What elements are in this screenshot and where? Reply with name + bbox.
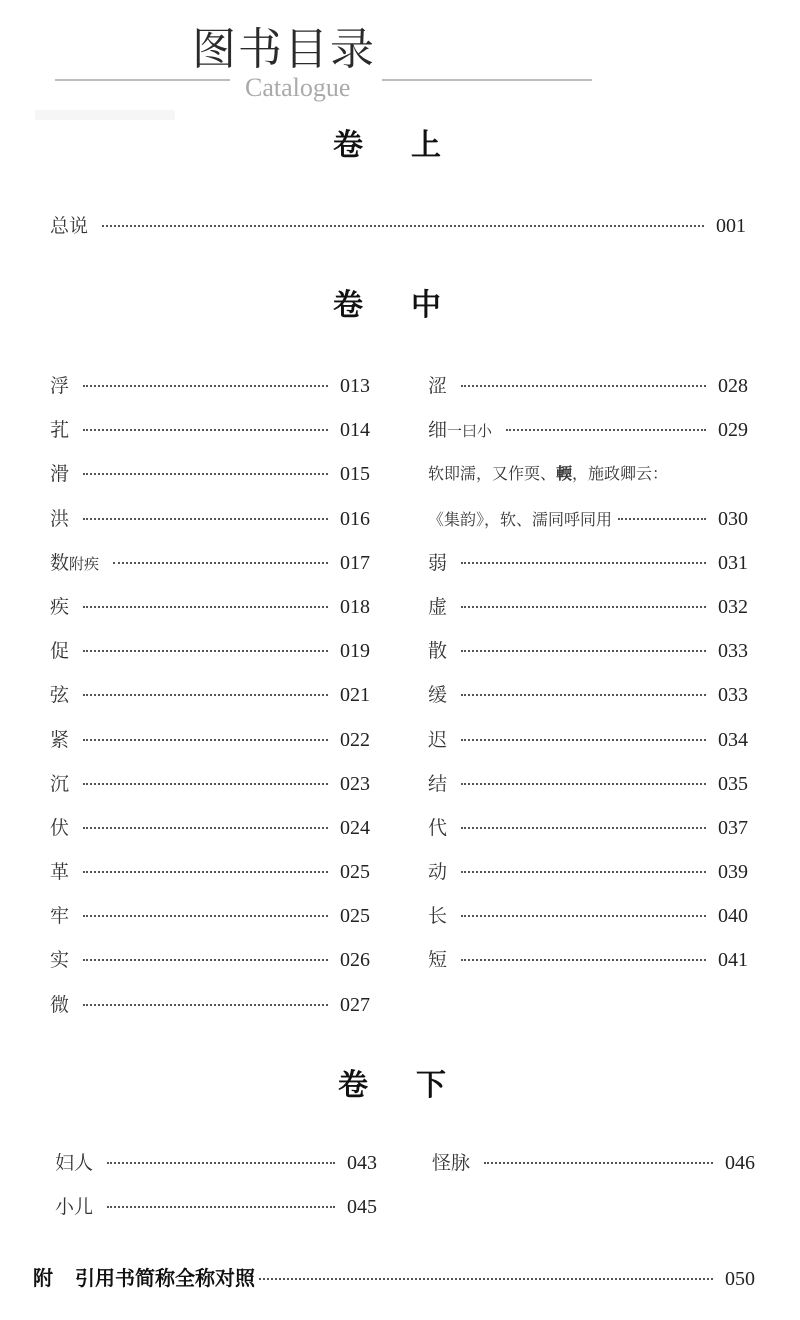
- toc-entry[interactable]: [55, 1192, 377, 1222]
- header-rule-right: [382, 79, 592, 81]
- entry-page: 040: [718, 905, 748, 928]
- entry-label: 迟: [428, 728, 448, 751]
- entry-label: 怪脉: [432, 1152, 471, 1174]
- entry-label: 散: [428, 640, 448, 663]
- leader-dots: [102, 225, 704, 227]
- entry-page: 022: [340, 728, 370, 751]
- toc-entry[interactable]: [50, 459, 370, 489]
- leader-dots: [83, 959, 328, 961]
- entry-page: 025: [340, 861, 370, 884]
- leader-dots: [83, 473, 328, 475]
- header-rule-left: [55, 79, 230, 81]
- volume-lower-heading: 卷 下: [338, 1068, 446, 1103]
- toc-entry[interactable]: [50, 945, 370, 975]
- entry-label: 《集韵》，软、濡同呼同用: [428, 509, 613, 529]
- toc-entry[interactable]: [50, 415, 370, 445]
- leader-dots: [484, 1162, 713, 1164]
- entry-label: 牢: [50, 905, 70, 928]
- entry-page: 035: [718, 772, 748, 795]
- entry-label: 弦: [50, 684, 70, 707]
- leader-dots: [506, 429, 706, 431]
- entry-page: 015: [340, 463, 370, 486]
- entry-label: 总说: [50, 215, 89, 237]
- toc-entry[interactable]: [428, 725, 748, 755]
- entry-label: 细一曰小: [428, 419, 493, 442]
- leader-dots: [113, 562, 328, 564]
- leader-dots: [618, 518, 706, 520]
- toc-entry[interactable]: [50, 592, 370, 622]
- toc-entry[interactable]: [428, 857, 748, 887]
- leader-dots: [83, 518, 328, 520]
- entry-label: 虚: [428, 595, 448, 618]
- entry-page: 018: [340, 595, 370, 618]
- toc-entry[interactable]: [50, 725, 370, 755]
- entry-page: 023: [340, 772, 370, 795]
- entry-label: 代: [428, 816, 448, 839]
- toc-entry[interactable]: [428, 813, 748, 843]
- leader-dots: [461, 959, 706, 961]
- appendix-entry[interactable]: [33, 1263, 755, 1293]
- leader-dots: [83, 915, 328, 917]
- toc-entry[interactable]: [428, 680, 748, 710]
- entry-page: 021: [340, 684, 370, 707]
- entry-page: 013: [340, 375, 370, 397]
- leader-dots: [83, 783, 328, 785]
- leader-dots: [461, 606, 706, 608]
- entry-label: 涩: [428, 375, 448, 397]
- entry-label: 实: [50, 949, 70, 972]
- leader-dots: [461, 827, 706, 829]
- leader-dots: [461, 871, 706, 873]
- leader-dots: [259, 1278, 713, 1280]
- entry-label: 妇人: [55, 1152, 94, 1174]
- entry-page: 046: [725, 1152, 755, 1174]
- leader-dots: [461, 385, 706, 387]
- entry-label: 短: [428, 949, 448, 972]
- lower-left-column: [55, 1148, 377, 1222]
- toc-entry[interactable]: [50, 504, 370, 534]
- leader-dots: [83, 429, 328, 431]
- appendix-label: 附 引用书简称全称对照: [33, 1266, 255, 1290]
- entry-page: 043: [347, 1152, 377, 1174]
- entry-page: 016: [340, 507, 370, 530]
- leader-dots: [83, 1004, 328, 1006]
- toc-entry[interactable]: [428, 548, 748, 578]
- middle-left-column: [50, 371, 370, 1020]
- toc-entry[interactable]: [50, 371, 370, 401]
- leader-dots: [83, 871, 328, 873]
- leader-dots: [107, 1206, 335, 1208]
- toc-entry[interactable]: [428, 371, 748, 401]
- entry-page: 028: [718, 375, 748, 397]
- entry-page: 029: [718, 419, 748, 442]
- entry-label: 滑: [50, 463, 70, 486]
- leader-dots: [83, 827, 328, 829]
- toc-entry[interactable]: [50, 548, 370, 578]
- leader-dots: [83, 606, 328, 608]
- entry-page: 032: [718, 595, 748, 618]
- entry-page: 030: [718, 507, 748, 530]
- leader-dots: [461, 915, 706, 917]
- entry-page: 027: [340, 993, 370, 1016]
- appendix-prefix: 附: [33, 1266, 53, 1290]
- toc-entry[interactable]: [50, 769, 370, 799]
- entry-page: 014: [340, 419, 370, 442]
- leader-dots: [83, 694, 328, 696]
- entry-page: 033: [718, 684, 748, 707]
- entry-label: 促: [50, 640, 70, 663]
- volume-upper-heading: 卷 上: [333, 128, 441, 163]
- entry-page: 019: [340, 640, 370, 663]
- entry-page: 025: [340, 905, 370, 928]
- entry-label: 弱: [428, 551, 448, 574]
- entry-page: 017: [340, 551, 370, 574]
- toc-entry[interactable]: [50, 857, 370, 887]
- leader-dots: [83, 650, 328, 652]
- entry-page: 031: [718, 551, 748, 574]
- toc-entry[interactable]: [50, 636, 370, 666]
- entry-page: 001: [716, 215, 746, 237]
- toc-entry[interactable]: [432, 1148, 755, 1178]
- lower-right-column: [432, 1148, 755, 1178]
- entry-label: 沉: [50, 772, 70, 795]
- leader-dots: [461, 650, 706, 652]
- entry-label: 小儿: [55, 1196, 94, 1218]
- entry-label: 洪: [50, 507, 70, 530]
- entry-label: 动: [428, 861, 448, 884]
- entry-label: 芤: [50, 419, 70, 442]
- middle-right-column: [428, 371, 748, 975]
- entry-page: 026: [340, 949, 370, 972]
- entry-page: 034: [718, 728, 748, 751]
- toc-entry[interactable]: [50, 211, 746, 241]
- leader-dots: [83, 739, 328, 741]
- entry-label: 疾: [50, 595, 70, 618]
- entry-label: 长: [428, 905, 448, 928]
- leader-dots: [461, 783, 706, 785]
- entry-label: 浮: [50, 375, 70, 397]
- entry-page: 041: [718, 949, 748, 972]
- entry-sublabel: 一曰小: [447, 422, 493, 441]
- ruan-note: 软即濡，又作耎、輭，施政卿云：: [428, 464, 669, 484]
- leader-dots: [107, 1162, 335, 1164]
- entry-label: 数附疾: [50, 551, 100, 574]
- scan-smudge: [35, 110, 175, 120]
- entry-label: 缓: [428, 684, 448, 707]
- entry-page: 050: [725, 1268, 755, 1290]
- catalogue-subtitle: Catalogue: [245, 73, 351, 102]
- toc-entry[interactable]: [428, 592, 748, 622]
- toc-entry[interactable]: [428, 415, 748, 445]
- entry-label: 紧: [50, 728, 70, 751]
- toc-entry[interactable]: [50, 680, 370, 710]
- entry-label: 结: [428, 772, 448, 795]
- entry-label: 革: [50, 861, 70, 884]
- toc-entry[interactable]: [428, 636, 748, 666]
- leader-dots: [461, 562, 706, 564]
- entry-page: 045: [347, 1196, 377, 1218]
- entry-label: 伏: [50, 816, 70, 839]
- leader-dots: [83, 385, 328, 387]
- entry-page: 039: [718, 861, 748, 884]
- toc-entry[interactable]: [55, 1148, 377, 1178]
- entry-label: 微: [50, 993, 70, 1016]
- leader-dots: [461, 739, 706, 741]
- toc-entry[interactable]: [50, 901, 370, 931]
- entry-page: 033: [718, 640, 748, 663]
- toc-entry[interactable]: [50, 813, 370, 843]
- volume-middle-heading: 卷 中: [333, 288, 441, 323]
- toc-entry[interactable]: [428, 945, 748, 975]
- toc-entry[interactable]: [428, 504, 748, 534]
- catalogue-title: 图书目录: [192, 24, 376, 75]
- toc-entry[interactable]: [50, 990, 370, 1020]
- entry-sublabel: 附疾: [69, 554, 100, 573]
- toc-entry[interactable]: [428, 901, 748, 931]
- entry-page: 037: [718, 816, 748, 839]
- toc-entry[interactable]: [428, 769, 748, 799]
- leader-dots: [461, 694, 706, 696]
- entry-page: 024: [340, 816, 370, 839]
